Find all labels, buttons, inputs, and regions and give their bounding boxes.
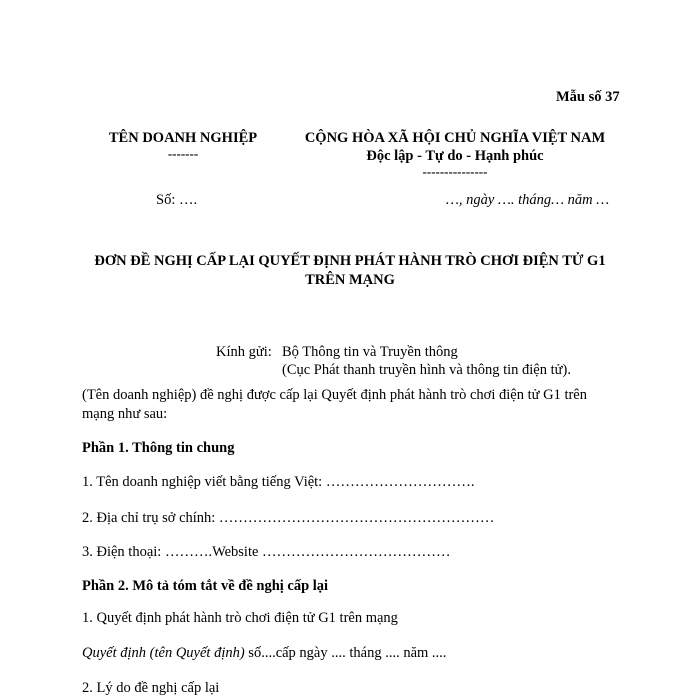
national-header — [290, 129, 620, 179]
national-motto: Độc lập - Tự do - Hạnh phúc — [366, 148, 544, 164]
document-number: Số: …. — [156, 192, 198, 208]
decision-name: Quyết định (tên Quyết định) — [82, 645, 245, 661]
field-address: 2. Địa chỉ trụ sở chính: ………………………………………………… — [82, 510, 495, 526]
document-title — [80, 252, 620, 290]
motto-rule: --------------- — [422, 164, 488, 179]
recipient-name: Bộ Thông tin và Truyền thông — [282, 344, 458, 360]
date-line: …, ngày …. tháng… năm … — [446, 192, 610, 208]
field-company-name: 1. Tên doanh nghiệp viết bằng tiếng Việt: …………………………. — [82, 474, 475, 490]
section-1-heading: Phần 1. Thông tin chung — [82, 440, 235, 456]
item-reason: 2. Lý do đề nghị cấp lại — [82, 680, 220, 696]
company-rule: ------- — [167, 146, 199, 161]
recipient-department: (Cục Phát thanh truyền hình và thông tin điện tử). — [282, 362, 571, 378]
title-line-1: ĐƠN ĐỀ NGHỊ CẤP LẠI QUYẾT ĐỊNH PHÁT HÀNH TRÒ CHƠI ĐIỆN TỬ G1 — [94, 253, 606, 269]
field-phone-website: 3. Điện thoại: ……….Website ………………………………… — [82, 544, 451, 560]
company-header — [88, 129, 278, 161]
decision-number-date: số....cấp ngày .... tháng .... năm .... — [244, 645, 447, 661]
form-number: Mẫu số 37 — [556, 89, 620, 105]
item-decision-title: 1. Quyết định phát hành trò chơi điện tử G1 trên mạng — [82, 610, 398, 626]
decision-details — [82, 645, 446, 662]
company-name: TÊN DOANH NGHIỆP — [108, 130, 258, 146]
intro-paragraph: (Tên doanh nghiệp) đề nghị được cấp lại Quyết định phát hành trò chơi điện tử G1 trên mạng như sau: — [82, 387, 587, 422]
recipient-label: Kính gửi: — [216, 344, 272, 360]
section-2-heading: Phần 2. Mô tả tóm tắt về đề nghị cấp lại — [82, 578, 329, 594]
title-line-2: TRÊN MẠNG — [305, 272, 395, 288]
country-name: CỘNG HÒA XÃ HỘI CHỦ NGHĨA VIỆT NAM — [304, 130, 606, 146]
